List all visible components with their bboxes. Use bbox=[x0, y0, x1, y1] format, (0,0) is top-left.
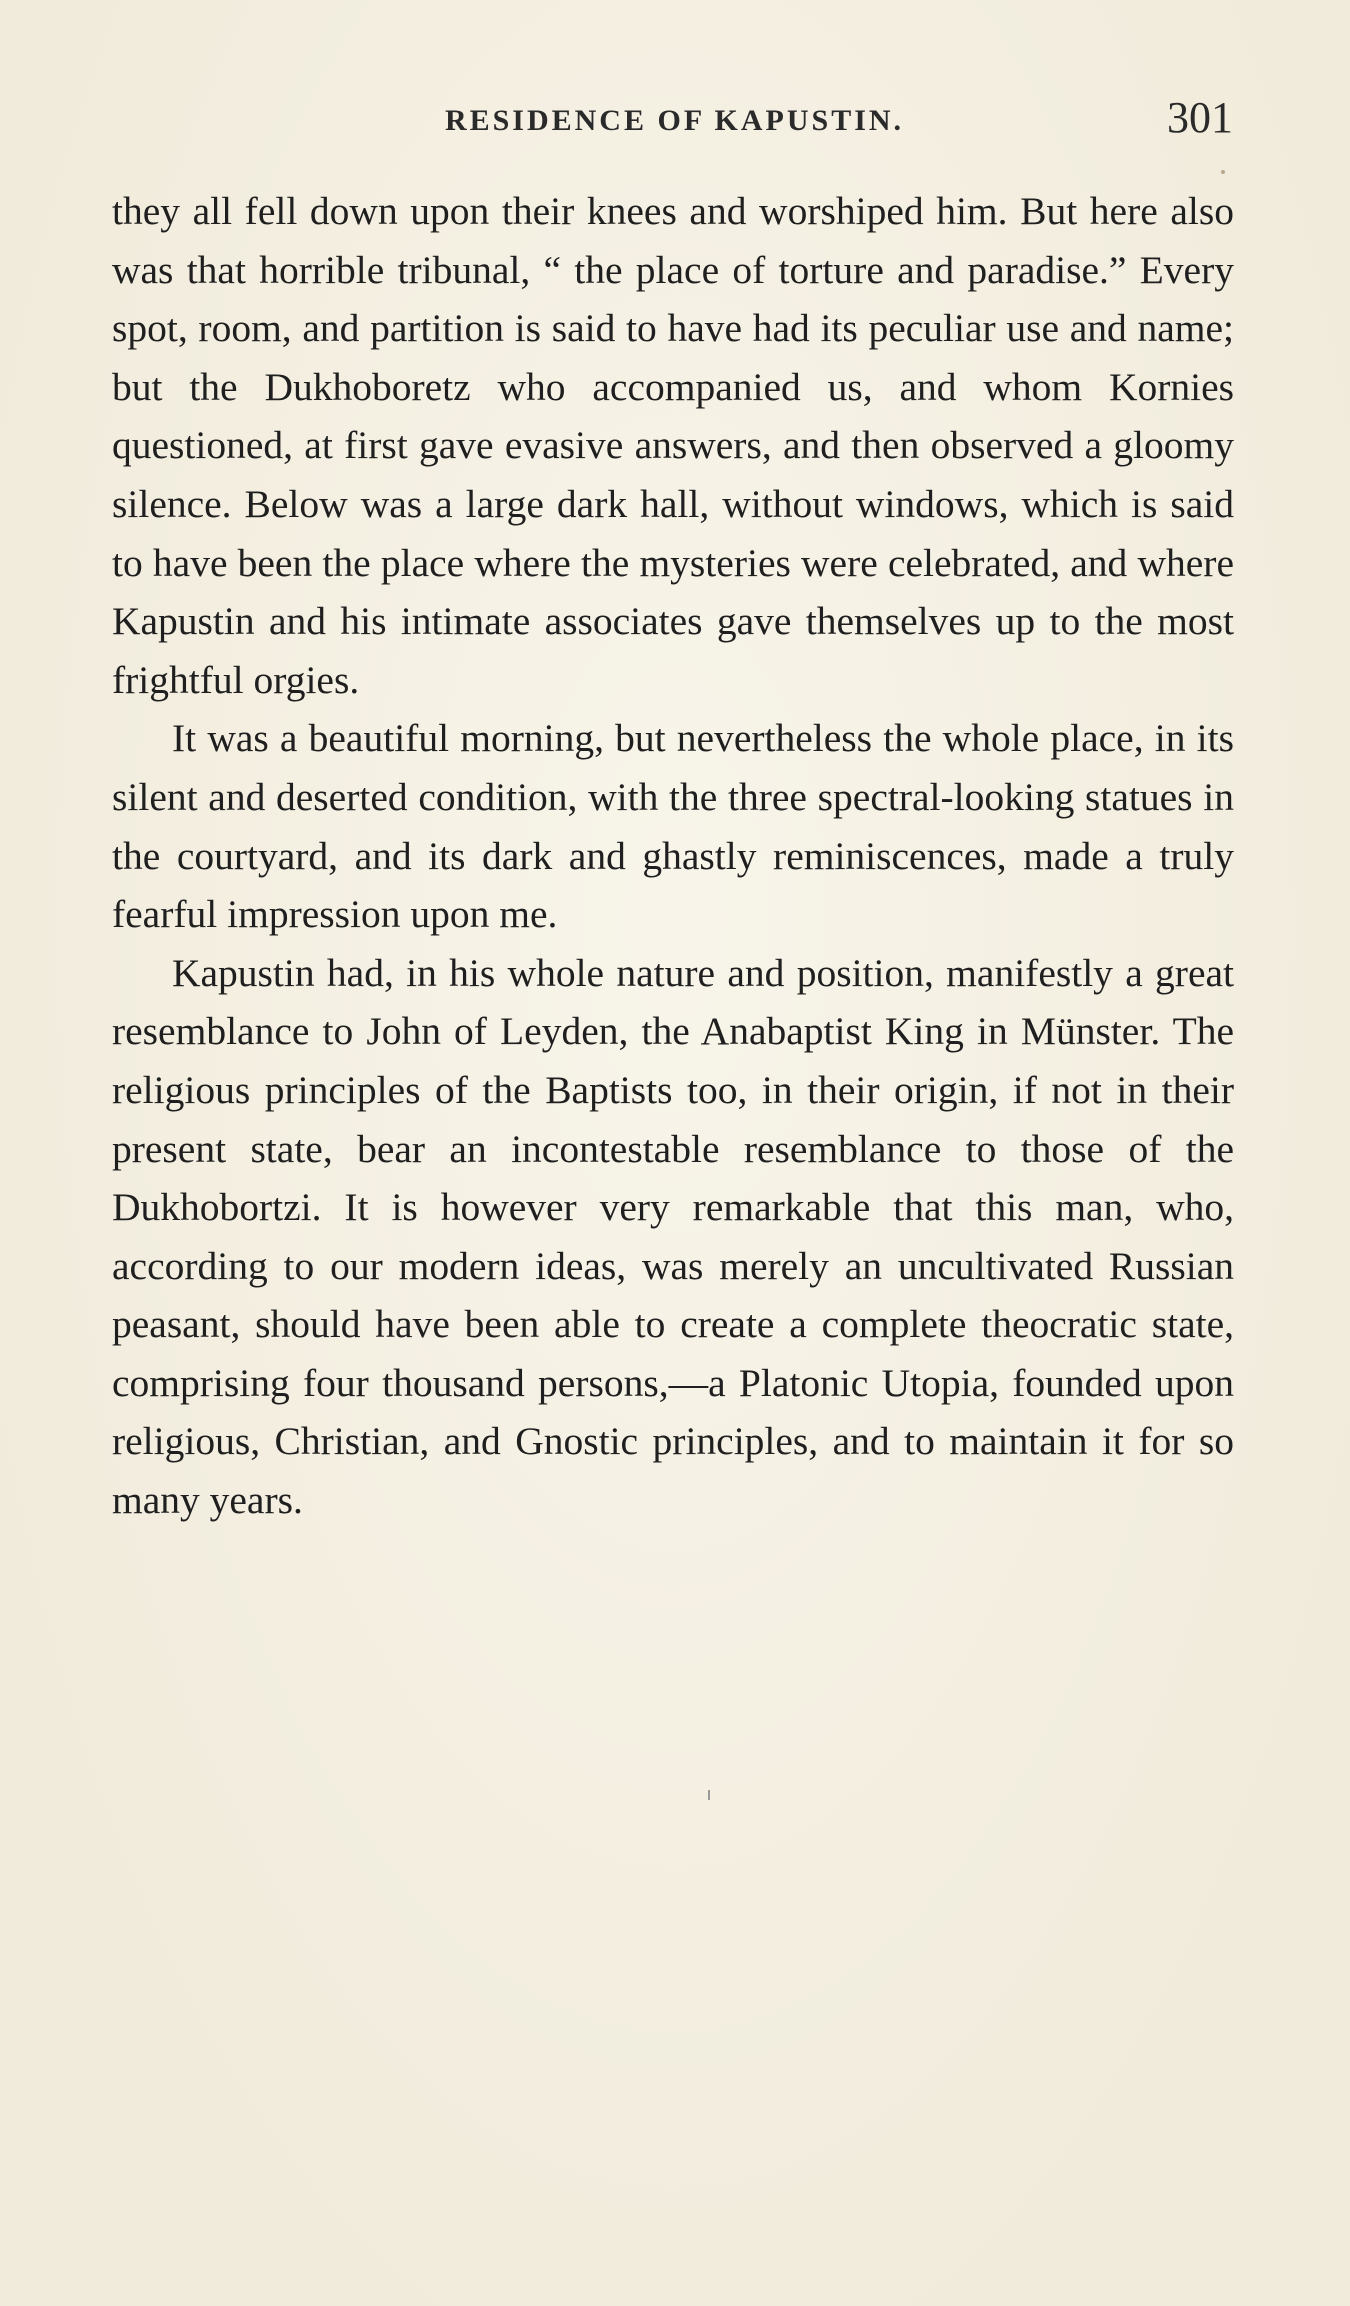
paragraph-1: they all fell down upon their knees and worshiped him. But here also was that horrible tribunal, “ the place of torture and paradise.” Every spot, room, and partition is said to have had its peculiar use and name; but the Dukhoboretz who accompanied us, and whom Kornies questioned, at first gave evasive answers, and then observed a gloomy silence. Below was a large dark hall, without windows, which is said to have been the place where the mysteries were celebrated, and where Kapustin and his intimate associates gave themselves up to the most frightful orgies. bbox=[112, 189, 1234, 702]
running-head bbox=[112, 92, 1237, 152]
stray-mark bbox=[708, 1790, 710, 1800]
body-text bbox=[112, 182, 1234, 1530]
page-number: 301 bbox=[1167, 93, 1233, 142]
paragraph-3: Kapustin had, in his whole nature and position, manifestly a great resemblance to John of Leyden, the Anabaptist King in Münster. The religious principles of the Baptists too, in their origin, if not in their present state, bear an incontestable resemblance to those of the Dukhobortzi. It is however very remarkable that this man, who, according to our modern ideas, was merely an uncultivated Russian peasant, should have been able to create a complete theocratic state, comprising four thousand persons,—a Platonic Utopia, founded upon religious, Christian, and Gnostic principles, and to maintain it for so many years. bbox=[112, 950, 1234, 1523]
paragraph-2: It was a beautiful morning, but nevertheless the whole place, in its silent and deserted condition, with the three spectral-looking statues in the courtyard, and its dark and ghastly reminiscences, made a truly fearful impression upon me. bbox=[112, 716, 1234, 937]
running-title: RESIDENCE OF KAPUSTIN. bbox=[444, 104, 905, 137]
paper-speck bbox=[1221, 170, 1225, 174]
